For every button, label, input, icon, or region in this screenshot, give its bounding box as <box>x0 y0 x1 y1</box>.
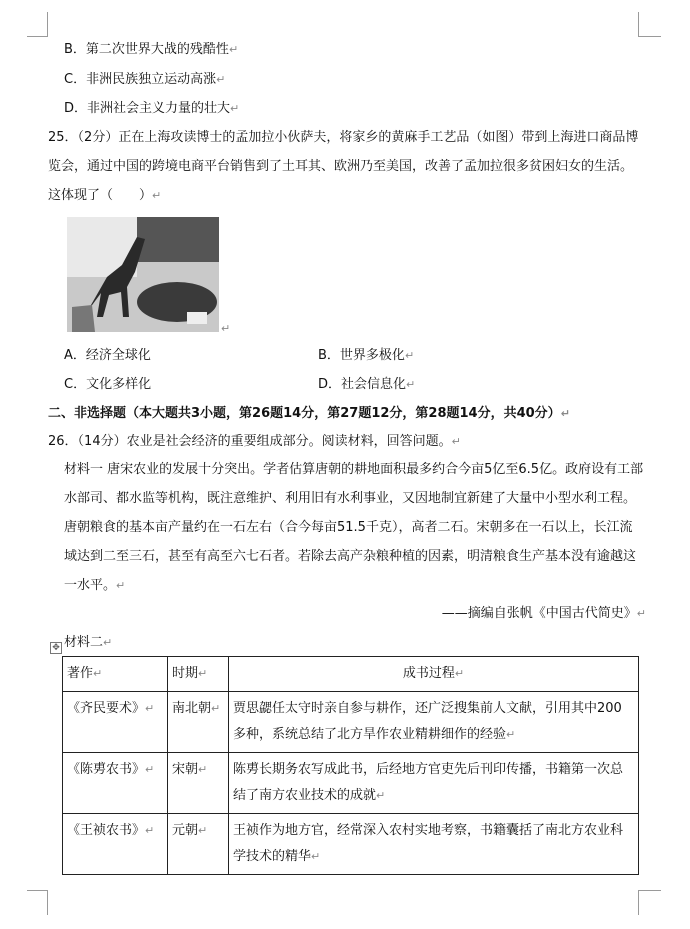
handicraft-figure-icon <box>67 217 219 332</box>
q25-option-a: A．经济全球化 <box>64 348 151 363</box>
material-1-source: ——摘编自张帆《中国古代简史》↵ <box>441 606 646 621</box>
option-d-prev: D．非洲社会主义力量的壮大↵ <box>64 101 240 116</box>
header-work: 著作↵ <box>63 657 168 692</box>
header-period: 时期↵ <box>168 657 229 692</box>
material-2-label: 材料二↵ <box>64 635 113 650</box>
corner-mark-top-left <box>27 12 48 37</box>
corner-mark-bottom-right <box>638 890 661 915</box>
cell-work: 《王祯农书》↵ <box>63 814 168 875</box>
table-header-row <box>63 657 639 692</box>
cell-work: 《齐民要术》↵ <box>63 692 168 753</box>
cell-period: 南北朝↵ <box>168 692 229 753</box>
cell-period: 元朝↵ <box>168 814 229 875</box>
corner-mark-bottom-left <box>27 890 48 915</box>
cell-process: 王祯作为地方官，经常深入农村实地考察，书籍囊括了南北方农业科学技术的精华↵ <box>229 814 639 875</box>
cell-process: 陈旉长期务农写成此书，后经地方官吏先后刊印传播，书籍第一次总结了南方农业技术的成就↵ <box>229 753 639 814</box>
option-c-prev: C．非洲民族独立运动高涨↵ <box>64 72 226 87</box>
cell-process: 贾思勰任太守时亲自参与耕作，还广泛搜集前人文献，引用其中200多种，系统总结了北方旱作农业精耕细作的经验↵ <box>229 692 639 753</box>
corner-mark-top-right <box>638 12 661 37</box>
table-row <box>63 692 639 753</box>
cell-period: 宋朝↵ <box>168 753 229 814</box>
table-row <box>63 814 639 875</box>
table-row <box>63 753 639 814</box>
question-25-text: 25．（2分）正在上海攻读博士的孟加拉小伙萨夫，将家乡的黄麻手工艺品（如图）带到上海进口商品博览会，通过中国的跨境电商平台销售到了土耳其、欧洲乃至美国，改善了孟加拉很多贫困妇女的生活。这体现了（ ）↵ <box>48 130 639 203</box>
table-move-handle-icon[interactable]: ✥ <box>50 642 62 654</box>
q25-option-c: C．文化多样化 <box>64 377 152 392</box>
section-2-heading: 二、非选择题（本大题共3小题，第26题14分，第27题12分，第28题14分，共40分）↵ <box>48 406 570 421</box>
agricultural-books-table <box>62 656 639 875</box>
cell-work: 《陈旉农书》↵ <box>63 753 168 814</box>
header-process: 成书过程↵ <box>229 657 639 692</box>
option-b-prev: B．第二次世界大战的残酷性↵ <box>64 42 239 57</box>
q25-option-d: D．社会信息化↵ <box>318 377 416 392</box>
material-1-text: 材料一 唐宋农业的发展十分突出。学者估算唐朝的耕地面积最多约合今亩5亿至6.5亿。政府设有工部水部司、都水监等机构，既注意维护、利用旧有水利事业，又因地制宜新建了大量中小型水利工程。唐朝粮食的基本亩产量约在一石左右（合今每亩51.5千克），高者二石。宋朝多在一石以上，长江流域达到二至三石，甚至有高至六七石者。若除去高产杂粮种植的因素，明清粮食生产基本没有逾越这一水平。↵ <box>64 462 644 593</box>
jute-handicraft-photo <box>67 217 219 332</box>
q25-option-b: B．世界多极化↵ <box>318 348 415 363</box>
question-26-intro: 26．（14分）农业是社会经济的重要组成部分。阅读材料，回答问题。↵ <box>48 434 461 449</box>
